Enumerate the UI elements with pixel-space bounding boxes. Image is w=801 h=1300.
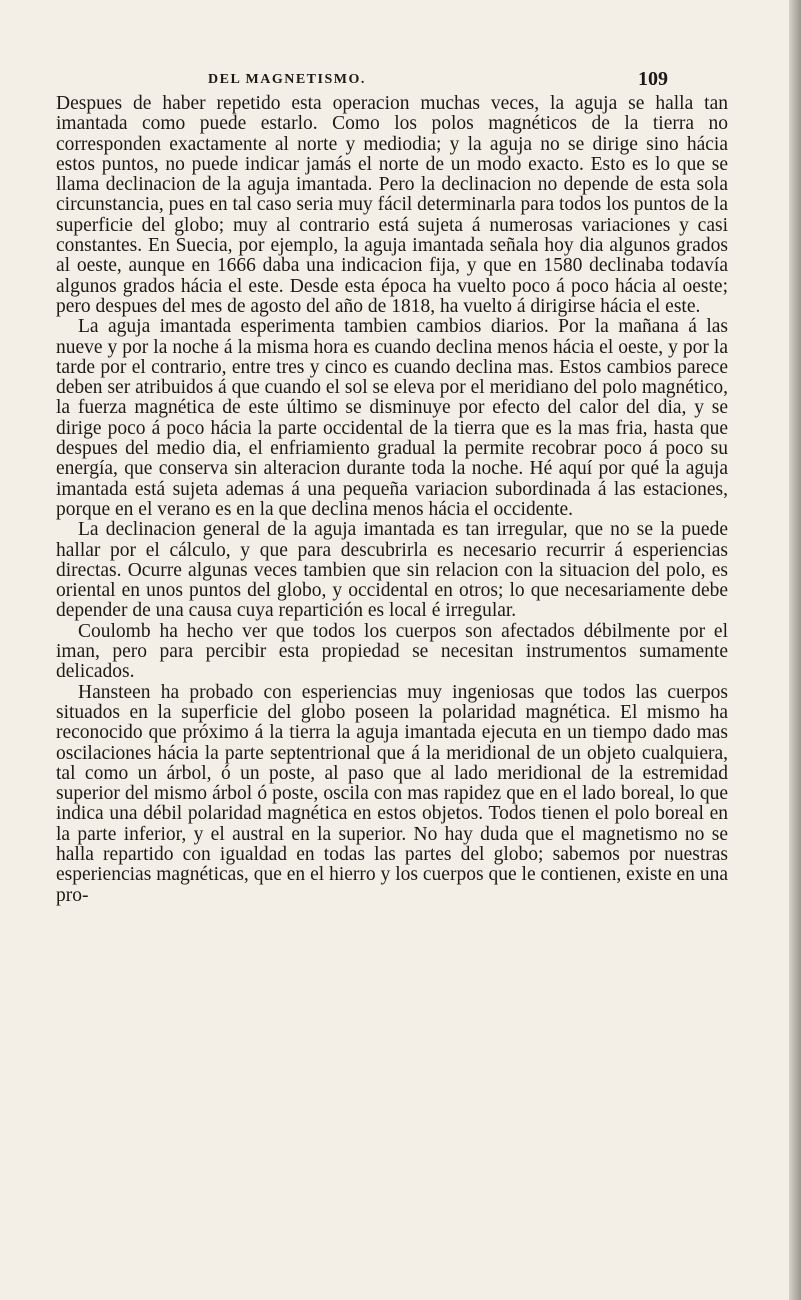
page-edge xyxy=(789,0,801,1300)
paragraph: La declinacion general de la aguja imantada es tan irregular, que no se la puede hallar por el cálculo, y que para descubrirla es necesario recurrir á esperiencias directas. Ocurre algunas veces tambien que sin relacion con la situacion del polo, es oriental en unos puntos del globo, y occidental en otros; lo que necesariamente debe depender de una causa cuya repartición es local é irregular. xyxy=(56,519,728,622)
paragraph: Hansteen ha probado con esperiencias muy ingeniosas que todos las cuerpos situados en la superficie del globo poseen la polaridad magnética. El mismo ha reconocido que próximo á la tierra la aguja imantada ejecuta en un tiempo dado mas oscilaciones hácia la parte septentrional que á la meridional de un objeto cualquiera, tal como un árbol, ó un poste, al paso que al lado meridional de la estremidad superior del mismo árbol ó poste, oscila con mas rapidez que en el lado boreal, lo que indica una débil polaridad magnética en estos objetos. Todos tienen el polo boreal en la parte inferior, y el austral en la superior. No hay duda que el magnetismo no se halla repartido con igualdad en todas las partes del globo; sabemos por nuestras esperiencias magnéticas, que en el hierro y los cuerpos que le contienen, existe en una pro- xyxy=(56,681,728,906)
running-title: DEL MAGNETISMO. xyxy=(208,72,366,87)
paragraph: Despues de haber repetido esta operacion muchas veces, la aguja se halla tan imantada como puede estarlo. Como los polos magnéticos de la tierra no corresponden exactamente al norte y mediodia; y la aguja no se dirige sino hácia estos puntos, no puede indicar jamás el norte de un modo exacto. Esto es lo que se llama declinacion de la aguja imantada. Pero la declinacion no depende de esta sola circunstancia, pues en tal caso seria muy fácil determinarla para todos los puntos de la superficie del globo; muy al contrario está sujeta á numerosas variaciones y casi constantes. En Suecia, por ejemplo, la aguja imantada señala hoy dia algunos grados al oeste, aunque en 1666 daba una indicacion fija, y que en 1580 declinaba todavía algunos grados hácia el este. Desde esta época ha vuelto poco á poco hácia al oeste; pero despues del mes de agosto del año de 1818, ha vuelto á dirigirse hácia el este. xyxy=(56,93,728,317)
paragraph: La aguja imantada esperimenta tambien cambios diarios. Por la mañana á las nueve y por la noche á la misma hora es cuando declina menos hácia el oeste, y por la tarde por el contrario, entre tres y cinco es cuando declina mas. Estos cambios parece deben ser atribuidos á que cuando el sol se eleva por el meridiano del polo magnético, la fuerza magnética de este último se disminuye por efecto del calor del dia, y se dirige poco á poco hácia la parte occidental de la tierra que es la mas fria, hasta que despues del medio dia, el enfriamiento gradual la permite recobrar poco á poco su energía, que conserva sin alteracion durante toda la noche. Hé aquí por qué la aguja imantada está sujeta ademas á una pequeña variacion subordinada á las estaciones, porque en el verano es en la que declina menos hácia el occidente. xyxy=(56,316,728,520)
page-number: 109 xyxy=(638,68,668,90)
body-text xyxy=(56,94,728,906)
page-header xyxy=(208,68,668,94)
paragraph: Coulomb ha hecho ver que todos los cuerpos son afectados débilmente por el iman, pero para percibir esta propiedad se necesitan instrumentos sumamente delicados. xyxy=(56,620,728,683)
